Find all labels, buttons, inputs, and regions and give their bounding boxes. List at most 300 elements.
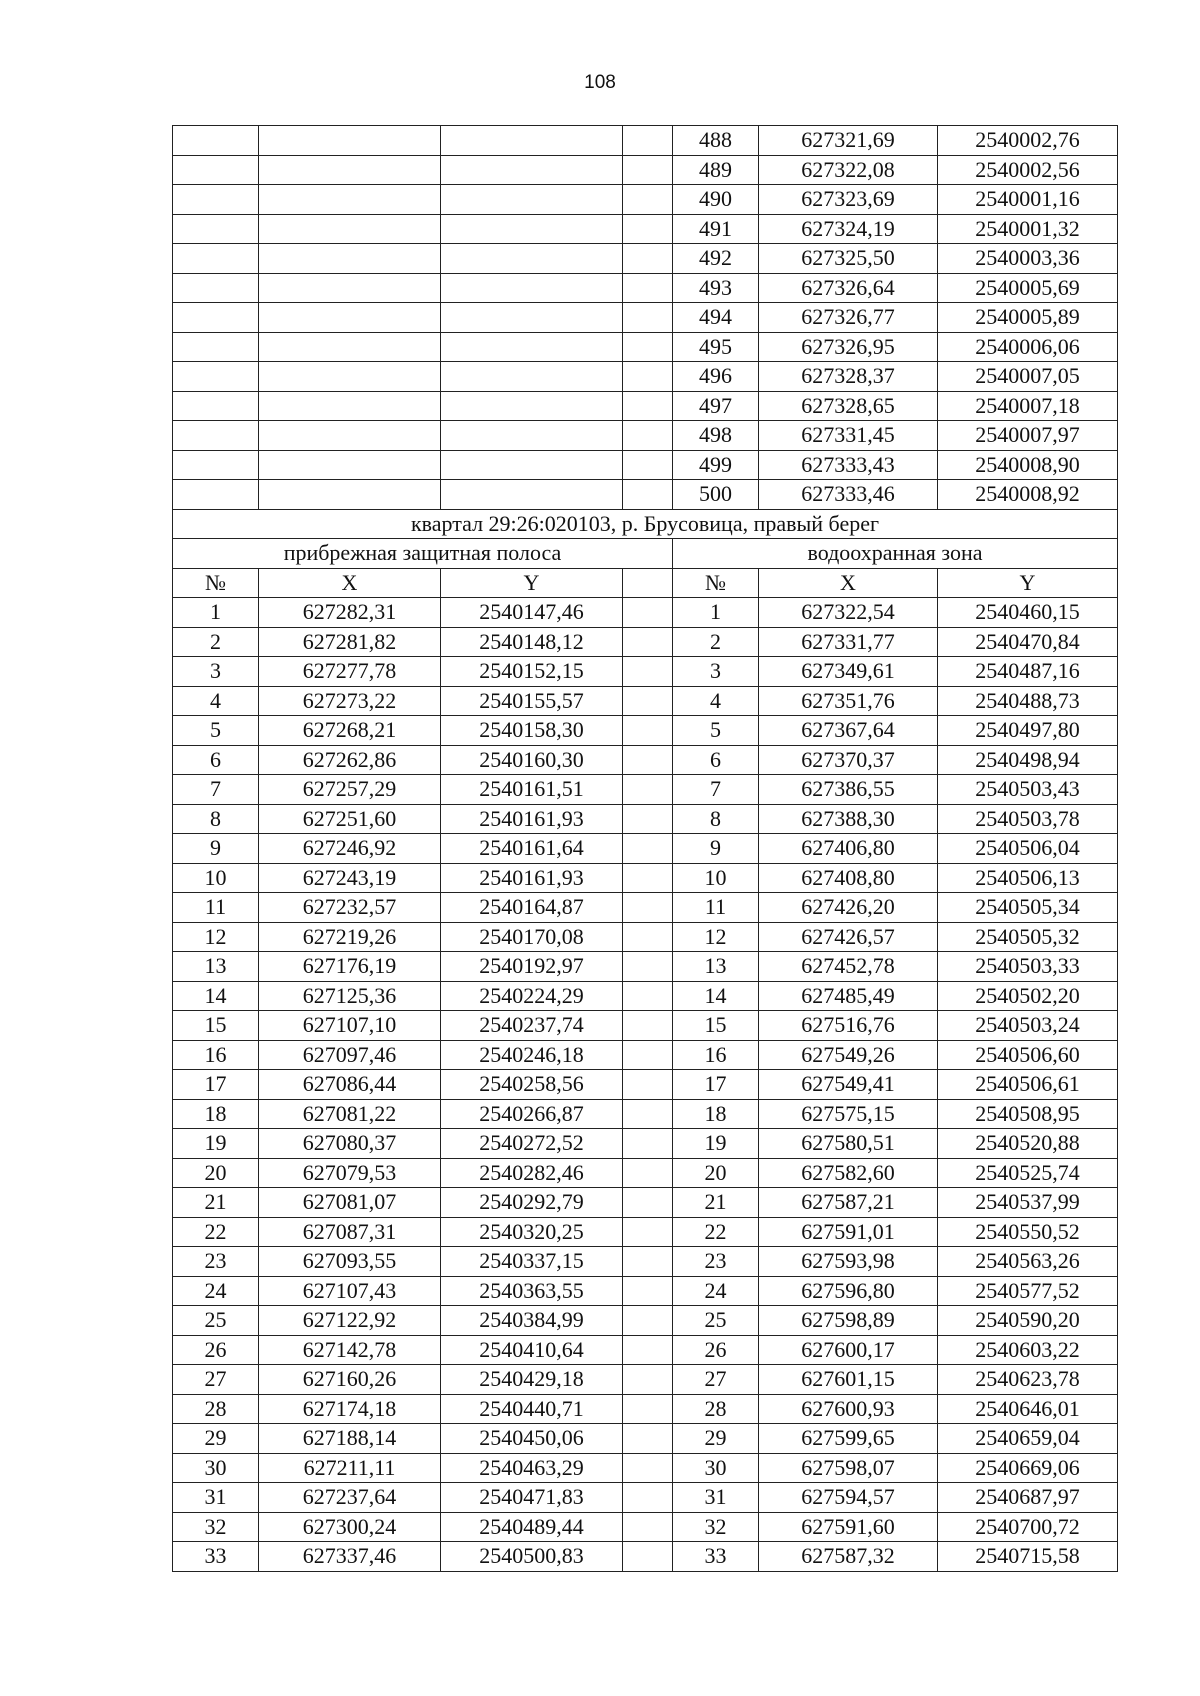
right-y-coordinate: 2540505,34: [938, 893, 1118, 923]
left-point-number: 12: [173, 922, 259, 952]
spacer-cell: [623, 657, 673, 687]
x-coordinate: 627326,95: [759, 332, 938, 362]
right-x-coordinate: 627516,76: [759, 1011, 938, 1041]
left-point-number: 21: [173, 1188, 259, 1218]
spacer-cell: [623, 1247, 673, 1277]
left-point-number: 17: [173, 1070, 259, 1100]
table-row: [173, 1335, 1118, 1365]
right-x-coordinate: 627388,30: [759, 804, 938, 834]
left-y-coordinate: 2540320,25: [441, 1217, 623, 1247]
left-y-coordinate: 2540164,87: [441, 893, 623, 923]
left-x-coordinate: 627160,26: [259, 1365, 441, 1395]
left-y-coordinate: 2540429,18: [441, 1365, 623, 1395]
table-row: [173, 1040, 1118, 1070]
left-x-coordinate: 627087,31: [259, 1217, 441, 1247]
left-y-coordinate: 2540500,83: [441, 1542, 623, 1572]
right-y-coordinate: 2540520,88: [938, 1129, 1118, 1159]
right-y-coordinate: 2540623,78: [938, 1365, 1118, 1395]
empty-cell: [173, 155, 259, 185]
spacer-cell: [623, 775, 673, 805]
y-coordinate: 2540001,16: [938, 185, 1118, 215]
table-row: [173, 1099, 1118, 1129]
table-row: [173, 273, 1118, 303]
spacer-cell: [623, 303, 673, 333]
spacer-cell: [623, 804, 673, 834]
spacer-cell: [623, 716, 673, 746]
y-coordinate: 2540001,32: [938, 214, 1118, 244]
right-y-coordinate: 2540687,97: [938, 1483, 1118, 1513]
spacer-cell: [623, 598, 673, 628]
right-x-coordinate: 627575,15: [759, 1099, 938, 1129]
left-y-coordinate: 2540155,57: [441, 686, 623, 716]
right-x-coordinate: 627426,20: [759, 893, 938, 923]
empty-cell: [441, 214, 623, 244]
left-x-coordinate: 627081,22: [259, 1099, 441, 1129]
spacer-cell: [623, 1483, 673, 1513]
empty-cell: [441, 185, 623, 215]
right-x-coordinate: 627580,51: [759, 1129, 938, 1159]
right-point-number: 18: [673, 1099, 759, 1129]
table-row: [173, 775, 1118, 805]
spacer-cell: [623, 834, 673, 864]
spacer-cell: [623, 1129, 673, 1159]
empty-cell: [259, 391, 441, 421]
right-point-number: 31: [673, 1483, 759, 1513]
left-x-coordinate: 627086,44: [259, 1070, 441, 1100]
right-y-coordinate: 2540498,94: [938, 745, 1118, 775]
right-point-number: 20: [673, 1158, 759, 1188]
left-y-coordinate: 2540471,83: [441, 1483, 623, 1513]
empty-cell: [441, 362, 623, 392]
right-y-coordinate: 2540700,72: [938, 1512, 1118, 1542]
coordinates-table: [172, 125, 1118, 1572]
spacer-cell: [623, 745, 673, 775]
right-point-number: 1: [673, 598, 759, 628]
x-coordinate: 627328,65: [759, 391, 938, 421]
right-y-coordinate: 2540488,73: [938, 686, 1118, 716]
empty-cell: [173, 391, 259, 421]
spacer-cell: [623, 1394, 673, 1424]
right-point-number: 7: [673, 775, 759, 805]
spacer-cell: [623, 332, 673, 362]
left-y-coordinate: 2540282,46: [441, 1158, 623, 1188]
point-number: 488: [673, 126, 759, 156]
table-row: [173, 922, 1118, 952]
left-y-coordinate: 2540148,12: [441, 627, 623, 657]
left-x-coordinate: 627273,22: [259, 686, 441, 716]
right-y-coordinate: 2540503,24: [938, 1011, 1118, 1041]
left-y-coordinate: 2540337,15: [441, 1247, 623, 1277]
right-y-coordinate: 2540603,22: [938, 1335, 1118, 1365]
left-y-coordinate: 2540161,64: [441, 834, 623, 864]
spacer-cell: [623, 952, 673, 982]
x-coordinate: 627322,08: [759, 155, 938, 185]
left-x-coordinate: 627107,10: [259, 1011, 441, 1041]
empty-cell: [259, 480, 441, 510]
right-point-number: 22: [673, 1217, 759, 1247]
point-number: 498: [673, 421, 759, 451]
spacer-cell: [623, 362, 673, 392]
y-coordinate: 2540007,97: [938, 421, 1118, 451]
left-x-coordinate: 627097,46: [259, 1040, 441, 1070]
right-y-coordinate: 2540669,06: [938, 1453, 1118, 1483]
table-row: [173, 863, 1118, 893]
left-x-coordinate: 627188,14: [259, 1424, 441, 1454]
right-y-coordinate: 2540487,16: [938, 657, 1118, 687]
left-x-coordinate: 627268,21: [259, 716, 441, 746]
table-row: [173, 1070, 1118, 1100]
left-y-coordinate: 2540272,52: [441, 1129, 623, 1159]
table-row: [173, 598, 1118, 628]
right-x-coordinate: 627426,57: [759, 922, 938, 952]
empty-cell: [441, 450, 623, 480]
right-y-coordinate: 2540550,52: [938, 1217, 1118, 1247]
left-y-coordinate: 2540152,15: [441, 657, 623, 687]
left-x-coordinate: 627257,29: [259, 775, 441, 805]
table-row: [173, 1512, 1118, 1542]
table-row: [173, 214, 1118, 244]
empty-cell: [259, 155, 441, 185]
right-y-coordinate: 2540503,33: [938, 952, 1118, 982]
table-row: [173, 126, 1118, 156]
empty-cell: [441, 421, 623, 451]
table-row: [173, 804, 1118, 834]
left-y-coordinate: 2540237,74: [441, 1011, 623, 1041]
left-y-coordinate: 2540266,87: [441, 1099, 623, 1129]
spacer-cell: [623, 863, 673, 893]
left-y-coordinate: 2540161,51: [441, 775, 623, 805]
left-x-coordinate: 627081,07: [259, 1188, 441, 1218]
left-point-number: 27: [173, 1365, 259, 1395]
right-y-coordinate: 2540506,60: [938, 1040, 1118, 1070]
right-y-coordinate: 2540502,20: [938, 981, 1118, 1011]
right-y-coordinate: 2540497,80: [938, 716, 1118, 746]
y-coordinate: 2540007,05: [938, 362, 1118, 392]
empty-cell: [441, 391, 623, 421]
left-point-number: 18: [173, 1099, 259, 1129]
right-x-coordinate: 627322,54: [759, 598, 938, 628]
left-y-coordinate: 2540161,93: [441, 863, 623, 893]
right-x-header: X: [759, 568, 938, 598]
empty-cell: [259, 362, 441, 392]
right-x-coordinate: 627549,41: [759, 1070, 938, 1100]
spacer-cell: [623, 686, 673, 716]
left-x-coordinate: 627176,19: [259, 952, 441, 982]
empty-cell: [441, 126, 623, 156]
point-number: 494: [673, 303, 759, 333]
table-row: [173, 1306, 1118, 1336]
right-y-coordinate: 2540506,61: [938, 1070, 1118, 1100]
right-y-coordinate: 2540646,01: [938, 1394, 1118, 1424]
main-rows: [173, 598, 1118, 1572]
x-coordinate: 627326,64: [759, 273, 938, 303]
left-x-coordinate: 627337,46: [259, 1542, 441, 1572]
y-coordinate: 2540007,18: [938, 391, 1118, 421]
right-x-coordinate: 627549,26: [759, 1040, 938, 1070]
right-point-number: 2: [673, 627, 759, 657]
left-x-coordinate: 627277,78: [259, 657, 441, 687]
left-y-coordinate: 2540192,97: [441, 952, 623, 982]
section-title-row: [173, 509, 1118, 539]
right-x-coordinate: 627406,80: [759, 834, 938, 864]
spacer-cell: [623, 1276, 673, 1306]
y-coordinate: 2540003,36: [938, 244, 1118, 274]
table-row: [173, 1188, 1118, 1218]
point-number: 492: [673, 244, 759, 274]
right-y-coordinate: 2540659,04: [938, 1424, 1118, 1454]
left-y-coordinate: 2540410,64: [441, 1335, 623, 1365]
top-rows: [173, 126, 1118, 510]
right-x-coordinate: 627452,78: [759, 952, 938, 982]
right-y-coordinate: 2540577,52: [938, 1276, 1118, 1306]
left-x-coordinate: 627079,53: [259, 1158, 441, 1188]
left-x-coordinate: 627232,57: [259, 893, 441, 923]
right-point-number: 10: [673, 863, 759, 893]
x-coordinate: 627321,69: [759, 126, 938, 156]
table-row: [173, 1217, 1118, 1247]
spacer-cell: [623, 421, 673, 451]
right-point-number: 12: [673, 922, 759, 952]
x-coordinate: 627331,45: [759, 421, 938, 451]
left-y-coordinate: 2540170,08: [441, 922, 623, 952]
x-coordinate: 627333,46: [759, 480, 938, 510]
right-y-coordinate: 2540508,95: [938, 1099, 1118, 1129]
spacer-cell: [623, 1070, 673, 1100]
right-x-coordinate: 627601,15: [759, 1365, 938, 1395]
right-x-coordinate: 627582,60: [759, 1158, 938, 1188]
left-point-number: 23: [173, 1247, 259, 1277]
left-point-number: 13: [173, 952, 259, 982]
left-x-coordinate: 627174,18: [259, 1394, 441, 1424]
spacer-cell: [623, 1158, 673, 1188]
left-point-number: 6: [173, 745, 259, 775]
left-y-coordinate: 2540489,44: [441, 1512, 623, 1542]
table-row: [173, 657, 1118, 687]
left-point-number: 29: [173, 1424, 259, 1454]
point-number: 496: [673, 362, 759, 392]
empty-cell: [173, 362, 259, 392]
point-number: 493: [673, 273, 759, 303]
empty-cell: [173, 421, 259, 451]
empty-cell: [173, 450, 259, 480]
empty-cell: [173, 244, 259, 274]
spacer-cell: [623, 1188, 673, 1218]
left-y-coordinate: 2540224,29: [441, 981, 623, 1011]
empty-cell: [173, 273, 259, 303]
right-y-coordinate: 2540506,13: [938, 863, 1118, 893]
spacer-cell: [623, 893, 673, 923]
empty-cell: [173, 303, 259, 333]
left-x-coordinate: 627093,55: [259, 1247, 441, 1277]
left-x-coordinate: 627107,43: [259, 1276, 441, 1306]
right-x-coordinate: 627351,76: [759, 686, 938, 716]
left-point-number: 8: [173, 804, 259, 834]
table-row: [173, 1394, 1118, 1424]
right-point-number: 9: [673, 834, 759, 864]
right-group-title: водоохранная зона: [673, 539, 1118, 569]
left-x-coordinate: 627142,78: [259, 1335, 441, 1365]
right-x-coordinate: 627485,49: [759, 981, 938, 1011]
table-row: [173, 362, 1118, 392]
table-row: [173, 185, 1118, 215]
right-y-coordinate: 2540503,78: [938, 804, 1118, 834]
left-point-number: 31: [173, 1483, 259, 1513]
spacer-cell: [623, 1335, 673, 1365]
left-point-number: 2: [173, 627, 259, 657]
spacer-cell: [623, 450, 673, 480]
spacer-cell: [623, 1040, 673, 1070]
right-point-number: 28: [673, 1394, 759, 1424]
spacer-cell: [623, 1011, 673, 1041]
empty-cell: [259, 450, 441, 480]
empty-cell: [259, 421, 441, 451]
right-y-coordinate: 2540537,99: [938, 1188, 1118, 1218]
table-row: [173, 155, 1118, 185]
left-x-coordinate: 627300,24: [259, 1512, 441, 1542]
empty-cell: [259, 244, 441, 274]
table-row: [173, 627, 1118, 657]
right-y-coordinate: 2540590,20: [938, 1306, 1118, 1336]
right-y-coordinate: 2540715,58: [938, 1542, 1118, 1572]
left-point-number: 1: [173, 598, 259, 628]
point-number: 490: [673, 185, 759, 215]
spacer-cell: [623, 391, 673, 421]
spacer-cell: [623, 185, 673, 215]
left-y-coordinate: 2540158,30: [441, 716, 623, 746]
left-y-coordinate: 2540463,29: [441, 1453, 623, 1483]
empty-cell: [173, 185, 259, 215]
table-row: [173, 1011, 1118, 1041]
empty-cell: [441, 303, 623, 333]
right-point-number: 33: [673, 1542, 759, 1572]
right-y-header: Y: [938, 568, 1118, 598]
table-row: [173, 1542, 1118, 1572]
right-x-coordinate: 627598,89: [759, 1306, 938, 1336]
x-coordinate: 627325,50: [759, 244, 938, 274]
left-x-coordinate: 627251,60: [259, 804, 441, 834]
right-x-coordinate: 627349,61: [759, 657, 938, 687]
spacer-cell: [623, 922, 673, 952]
point-number: 495: [673, 332, 759, 362]
x-coordinate: 627333,43: [759, 450, 938, 480]
empty-cell: [259, 332, 441, 362]
left-x-coordinate: 627080,37: [259, 1129, 441, 1159]
spacer-cell: [623, 1542, 673, 1572]
left-y-coordinate: 2540292,79: [441, 1188, 623, 1218]
left-y-coordinate: 2540363,55: [441, 1276, 623, 1306]
right-num-header: №: [673, 568, 759, 598]
right-x-coordinate: 627408,80: [759, 863, 938, 893]
right-x-coordinate: 627596,80: [759, 1276, 938, 1306]
left-point-number: 32: [173, 1512, 259, 1542]
right-point-number: 21: [673, 1188, 759, 1218]
spacer-cell: [623, 244, 673, 274]
table-row: [173, 745, 1118, 775]
left-x-coordinate: 627246,92: [259, 834, 441, 864]
right-point-number: 24: [673, 1276, 759, 1306]
table-row: [173, 450, 1118, 480]
section-title: квартал 29:26:020103, р. Брусовица, правый берег: [173, 509, 1118, 539]
left-point-number: 10: [173, 863, 259, 893]
table-row: [173, 952, 1118, 982]
right-point-number: 5: [673, 716, 759, 746]
table-row: [173, 834, 1118, 864]
y-coordinate: 2540008,92: [938, 480, 1118, 510]
section-header: [173, 509, 1118, 598]
spacer-cell: [623, 1217, 673, 1247]
left-point-number: 30: [173, 1453, 259, 1483]
y-coordinate: 2540005,89: [938, 303, 1118, 333]
right-point-number: 16: [673, 1040, 759, 1070]
x-coordinate: 627328,37: [759, 362, 938, 392]
y-coordinate: 2540008,90: [938, 450, 1118, 480]
right-x-coordinate: 627591,01: [759, 1217, 938, 1247]
spacer-cell: [623, 1306, 673, 1336]
right-x-coordinate: 627600,17: [759, 1335, 938, 1365]
empty-cell: [441, 480, 623, 510]
empty-cell: [259, 185, 441, 215]
table-row: [173, 1424, 1118, 1454]
right-point-number: 30: [673, 1453, 759, 1483]
left-y-coordinate: 2540384,99: [441, 1306, 623, 1336]
left-point-number: 4: [173, 686, 259, 716]
right-x-coordinate: 627370,37: [759, 745, 938, 775]
spacer-cell: [623, 568, 673, 598]
table-row: [173, 1483, 1118, 1513]
right-x-coordinate: 627600,93: [759, 1394, 938, 1424]
right-x-coordinate: 627386,55: [759, 775, 938, 805]
table-row: [173, 1276, 1118, 1306]
spacer-cell: [623, 981, 673, 1011]
empty-cell: [441, 244, 623, 274]
right-point-number: 29: [673, 1424, 759, 1454]
table-row: [173, 480, 1118, 510]
group-title-row: [173, 539, 1118, 569]
table-row: [173, 1453, 1118, 1483]
right-x-coordinate: 627599,65: [759, 1424, 938, 1454]
left-x-coordinate: 627243,19: [259, 863, 441, 893]
table-row: [173, 1158, 1118, 1188]
table-row: [173, 1365, 1118, 1395]
left-point-number: 26: [173, 1335, 259, 1365]
point-number: 500: [673, 480, 759, 510]
right-y-coordinate: 2540505,32: [938, 922, 1118, 952]
right-point-number: 14: [673, 981, 759, 1011]
empty-cell: [441, 273, 623, 303]
left-y-coordinate: 2540258,56: [441, 1070, 623, 1100]
spacer-cell: [623, 1512, 673, 1542]
spacer-cell: [623, 627, 673, 657]
right-y-coordinate: 2540503,43: [938, 775, 1118, 805]
table-row: [173, 981, 1118, 1011]
x-coordinate: 627324,19: [759, 214, 938, 244]
left-x-coordinate: 627262,86: [259, 745, 441, 775]
right-point-number: 15: [673, 1011, 759, 1041]
right-y-coordinate: 2540460,15: [938, 598, 1118, 628]
left-y-coordinate: 2540160,30: [441, 745, 623, 775]
empty-cell: [259, 273, 441, 303]
left-point-number: 28: [173, 1394, 259, 1424]
right-y-coordinate: 2540470,84: [938, 627, 1118, 657]
left-point-number: 9: [173, 834, 259, 864]
empty-cell: [173, 332, 259, 362]
x-coordinate: 627323,69: [759, 185, 938, 215]
right-point-number: 27: [673, 1365, 759, 1395]
spacer-cell: [623, 155, 673, 185]
left-x-coordinate: 627122,92: [259, 1306, 441, 1336]
right-point-number: 32: [673, 1512, 759, 1542]
table-row: [173, 686, 1118, 716]
